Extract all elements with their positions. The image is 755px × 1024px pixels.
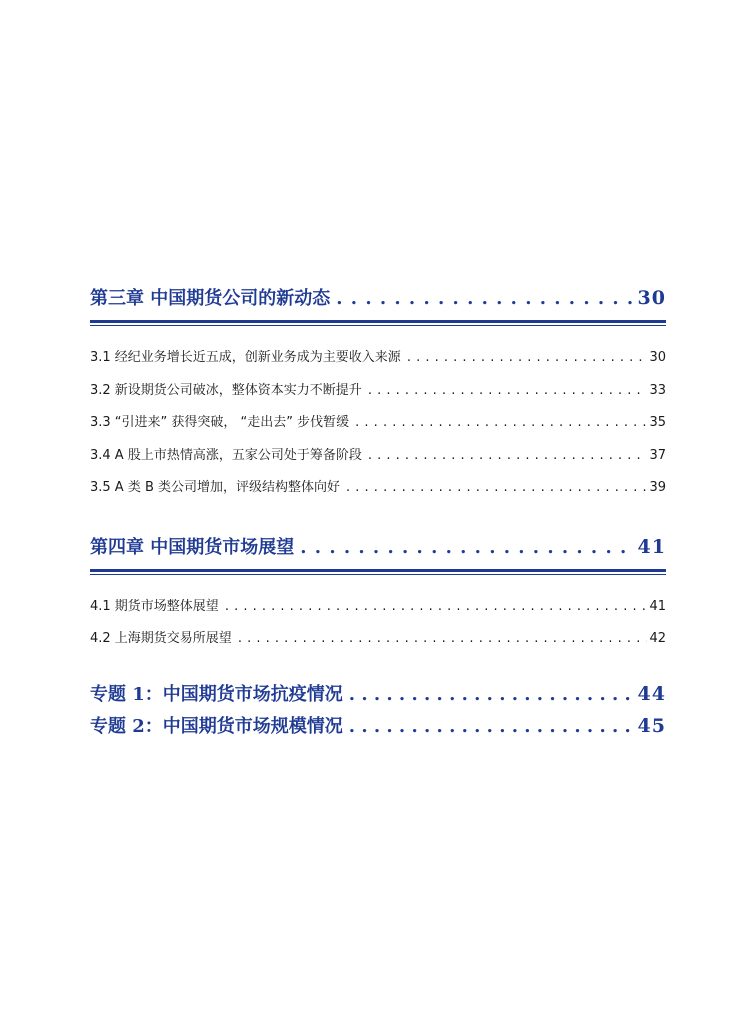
section-page-number: 37 [649,447,666,463]
toc-chapter-4[interactable] [90,527,666,567]
toc-section-3-2[interactable] [90,375,666,408]
section-page-number: 42 [649,631,666,646]
chapter-divider [90,320,666,326]
chapter-page-number: 41 [637,535,666,558]
toc-topic-2[interactable] [90,710,666,742]
dot-leader [238,623,648,656]
dot-leader [368,440,648,473]
chapter-3-sections [90,342,666,505]
section-page-number: 39 [649,480,666,495]
topic-title: 专题 2：中国期货市场规模情况 [90,715,343,737]
dot-leader [346,472,647,505]
dot-leader [225,591,648,624]
toc-section-3-3[interactable] [90,407,666,440]
toc-chapter-3[interactable] [90,278,666,318]
section-page-number: 30 [649,350,666,365]
table-of-contents [90,278,666,742]
dot-leader [355,407,647,440]
chapter-page-number: 30 [637,287,666,309]
chapter-divider [90,569,666,575]
chapter-title: 第四章 中国期货市场展望 [90,536,295,558]
dot-leader [407,342,648,375]
topic-page-number: 44 [637,682,666,705]
section-page-number: 33 [649,382,666,398]
section-page-number: 35 [649,415,666,430]
section-page-number: 41 [649,598,666,614]
section-title: 4.1 期货市场整体展望 [90,598,219,614]
dot-leader [300,528,631,568]
chapter-title: 第三章 中国期货公司的新动态 [90,288,331,309]
toc-section-3-1[interactable] [90,342,666,375]
section-title: 3.1 经纪业务增长近五成，创新业务成为主要收入来源 [90,350,401,365]
dot-leader [336,279,631,319]
toc-section-3-5[interactable] [90,472,666,505]
section-title: 4.2 上海期货交易所展望 [90,631,232,646]
dot-leader [349,679,632,711]
toc-topic-1[interactable] [90,678,666,710]
section-title: 3.4 A 股上市热情高涨，五家公司处于筹备阶段 [90,447,362,463]
topic-title: 专题 1：中国期货市场抗疫情况 [90,683,343,705]
toc-section-3-4[interactable] [90,440,666,473]
chapter-4-sections [90,591,666,656]
section-title: 3.5 A 类 B 类公司增加，评级结构整体向好 [90,480,341,495]
section-title: 3.3 “引进来” 获得突破， “走出去” 步伐暂缓 [90,415,350,430]
section-title: 3.2 新设期货公司破冰，整体资本实力不断提升 [90,382,362,398]
dot-leader [349,711,632,743]
topic-page-number: 45 [637,714,666,737]
dot-leader [368,375,648,408]
toc-section-4-2[interactable] [90,623,666,656]
toc-section-4-1[interactable] [90,591,666,624]
